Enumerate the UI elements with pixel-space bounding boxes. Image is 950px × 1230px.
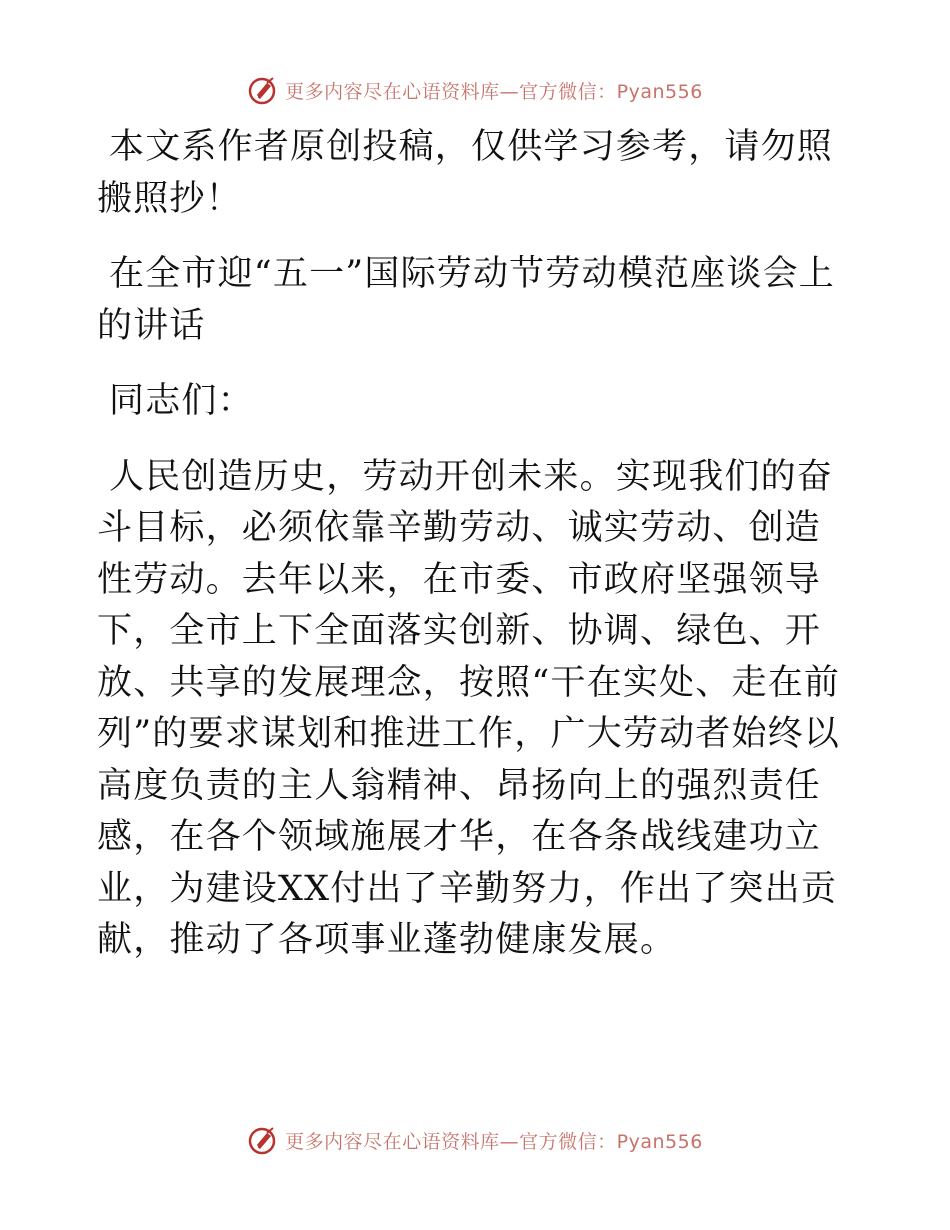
document-title: 在全市迎“五一”国际劳动节劳动模范座谈会上的讲话 — [97, 254, 835, 346]
document-body — [97, 122, 857, 967]
salutation: 同志们： — [109, 381, 254, 421]
header-banner-text: 更多内容尽在心语资料库—官方微信：Pyan556 — [285, 80, 703, 103]
header-banner — [0, 70, 950, 110]
pen-seal-logo-icon — [247, 1124, 279, 1156]
body-paragraph: 人民创造历史，劳动开创未来。实现我们的奋斗目标，必须依靠辛勤劳动、诚实劳动、创造性劳动。去年以来，在市委、市政府坚强领导下，全市上下全面落实创新、协调、绿色、开放、共享的发展理念，按照“干在实处、走在前列”的要求谋划和推进工作，广大劳动者始终以高度负责的主人翁精神、昂扬向上的强烈责任感，在各个领域施展才华，在各条战线建功立业，为建设XX付出了辛勤努力，作出了突出贡献，推动了各项事业蓬勃健康发展。 — [97, 456, 841, 960]
footer-banner — [0, 1120, 950, 1160]
pen-seal-logo-icon — [247, 74, 279, 106]
notice-paragraph: 本文系作者原创投稿，仅供学习参考，请勿照搬照抄！ — [97, 127, 834, 219]
footer-banner-text: 更多内容尽在心语资料库—官方微信：Pyan556 — [285, 1130, 703, 1153]
